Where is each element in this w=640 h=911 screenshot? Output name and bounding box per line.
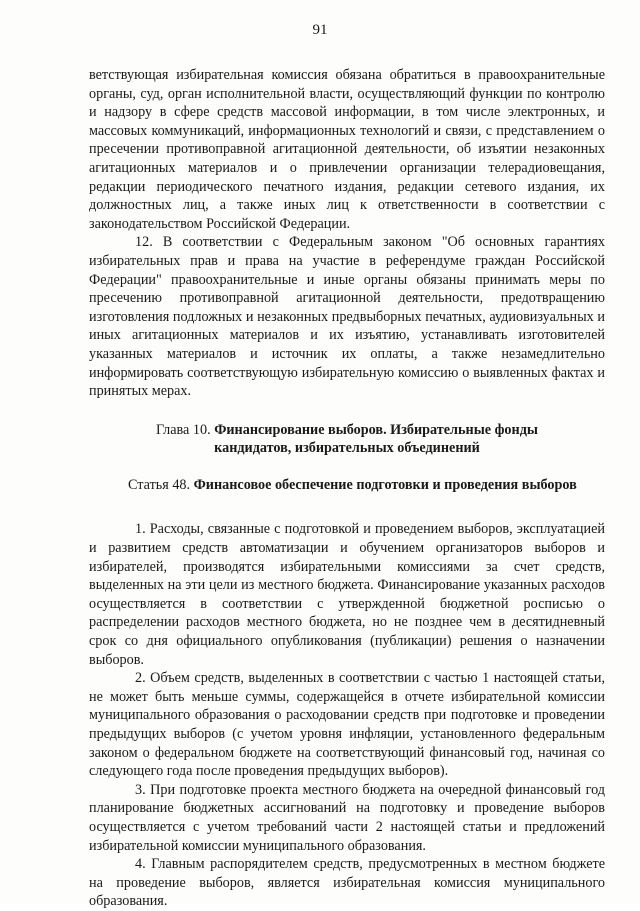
- article-paragraph-1: 1. Расходы, связанные с подготовкой и проведением выборов, эксплуатацией и развитием средств автоматизации и обучением организаторов выборов и избирателей, производятся избирательными комиссиями за счет средств, выделенных на эти цели из местного бюджета. Финансирование указанных расходов осуществляется в соответствии с утвержденной бюджетной росписью о распределении расходов местного бюджета, но не позднее чем в десятидневный срок со дня официального опубликования (публикации) решения о назначении выборов.: [89, 521, 605, 668]
- paragraph-continuation: ветствующая избирательная комиссия обязана обратиться в правоохранительные органы, суд, орган исполнительной власти, осуществляющий функции по контролю и надзору в сфере средств массовой информации, в том числе электронных, и массовых коммуникаций, информационных технологий и связи, с представлением о пресечении противоправной агитационной деятельности, об изъятии незаконных агитационных материалов и о привлечении организации телерадиовещания, редакции периодического печатного издания, редакции сетевого издания, их должностных лиц, а также иных лиц к ответственности в соответствии с законодательством Российской Федерации.: [89, 67, 605, 232]
- chapter-title-line2: кандидатов, избирательных объединений: [214, 440, 480, 457]
- article-title: Финансовое обеспечение подготовки и проведения выборов: [193, 476, 577, 493]
- chapter-heading: [89, 421, 605, 458]
- article-paragraph-3: 3. При подготовке проекта местного бюджета на очередной финансовый год планирование бюджетных ассигнований на подготовку и проведение выборов осуществляется с учетом требований части 2 настоящей статьи и предложений избирательной комиссии муниципального образования.: [89, 781, 605, 854]
- paragraph-12: 12. В соответствии с Федеральным законом "Об основных гарантиях избирательных прав и права на участие в референдуме граждан Российской Федерации" правоохранительные и иные органы обязаны принимать меры по пресечению противоправной агитационной деятельности, предотвращению изготовления подложных и незаконных предвыборных печатных, аудиовизуальных и иных агитационных материалов и их изъятию, устанавливать изготовителей указанных материалов и источник их оплаты, а также незамедлительно информировать соответствующую избирательную комиссию о выявленных фактах и принятых мерах.: [89, 234, 605, 400]
- article-heading: [89, 476, 605, 495]
- document-body: [89, 66, 605, 911]
- page-number: 91: [312, 22, 328, 38]
- article-paragraph-2: 2. Объем средств, выделенных в соответствии с частью 1 настоящей статьи, не может быть меньше суммы, содержащейся в отчете избирательной комиссии муниципального образования о расходовании средств при подготовке и проведении предыдущих выборов (с учетом уровня инфляции, установленного федеральным законом о федеральном бюджете на соответствующий финансовый год, начиная со следующего года после проведения предыдущих выборов).: [89, 670, 605, 780]
- article-paragraph-4: 4. Главным распорядителем средств, предусмотренных в местном бюджете на проведение выборов, является избирательная комиссия муниципального образования.: [89, 856, 605, 910]
- chapter-title-line1: Финансирование выборов. Избирательные фонды: [214, 421, 538, 438]
- chapter-prefix: Глава 10.: [156, 421, 211, 438]
- article-prefix: Статья 48.: [128, 476, 191, 493]
